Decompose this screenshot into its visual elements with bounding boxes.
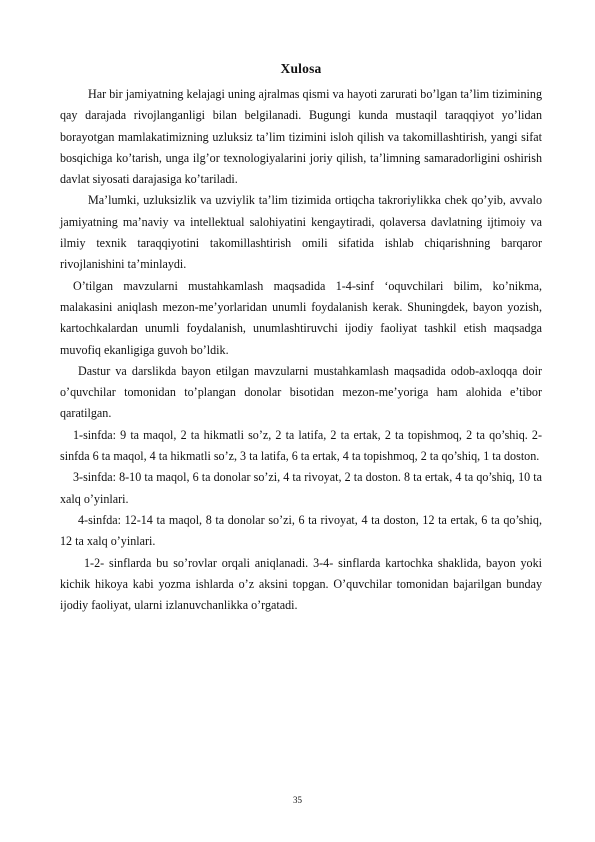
paragraph-conclusion: 1-2- sinflarda bu so’rovlar orqali aniqlanadi. 3-4- sinflarda kartochka shaklida, bayon yoki kichik hikoya kabi yozma ishlarda o’z aksini topgan. O’quvchilar tomonidan bajarilgan bunday ijodiy faoliyat, ularni izlanuvchanlikka o’rgatadi. [60,555,542,613]
paragraph-continuity: Ma’lumki, uzluksizlik va uzviylik ta’lim tizimida ortiqcha takroriylikka chek qo’yib, avvalo jamiyatning ma’naviy va intellektual salohiyatini kengaytiradi, qolaversa davlatning ijtimoiy va ilmiy texnik taraqqiyotini takomillashtirish omili sifatida ishlab chiqarishning barqaror rivojlanishini ta’minlaydi. [60,193,542,272]
paragraph-education-system: Har bir jamiyatning kelajagi uning ajralmas qismi va hayoti zarurati bo’lgan ta’lim tizimining qay darajada rivojlanganligi bilan belgilanadi. Bugungi kunda mustaqil taraqqiyot yo’lidan borayotgan mamlakatimizning uzluksiz ta’lim tizimini isloh qilish va takomillashtirish, yangi sifat bosqichiga ko’tarish, unga ilg’or texnologiyalarini joriy qilish, ta’limning samaradorligini oshirish davlat siyosati darajasiga ko’tariladi. [60,87,542,187]
page-title: Xulosa [280,61,322,76]
paragraph-curriculum: Dastur va darslikda bayon etilgan mavzularni mustahkamlash maqsadida odob-axloqqa doir o’quvchilar tomonidan to’plangan donolar bisotidan mezon-me’yoriga ham alohida e’tibor qaratilgan. [60,363,542,421]
paragraph-reinforcement: O’tilgan mavzularni mustahkamlash maqsadida 1-4-sinf ‘oquvchilari bilim, ko’nikma, malakasini aniqlash mezon-me’yorlaridan unumli foydalanish kerak. Shuningdek, bayon yozish, kartochkalardan unumli foydalanish, unumlashtiruvchi ijodiy faoliyat tashkil etish maqsadga muvofiq ekanligiga guvoh bo’ldik. [60,278,542,357]
paragraph-grade-3: 3-sinfda: 8-10 ta maqol, 6 ta donolar so’zi, 4 ta rivoyat, 2 ta doston. 8 ta ertak, 4 ta qo’shiq, 10 ta xalq o’yinlari. [60,470,542,506]
paragraph-grade-4: 4-sinfda: 12-14 ta maqol, 8 ta donolar so’zi, 6 ta rivoyat, 4 ta doston, 12 ta ertak, 6 ta qo’shiq, 12 ta xalq o’yinlari. [60,512,542,549]
body-text [60,84,542,616]
paragraph-grade-1-2: 1-sinfda: 9 ta maqol, 2 ta hikmatli so’z, 2 ta latifa, 2 ta ertak, 2 ta topishmoq, 2 ta qo’shiq. 2-sinfda 6 ta maqol, 4 ta hikmatli so’z, 3 ta latifa, 6 ta ertak, 4 ta topishmoq, 2 ta qo’shiq, 1 ta doston. [60,427,542,464]
page-number: 35 [293,795,302,805]
